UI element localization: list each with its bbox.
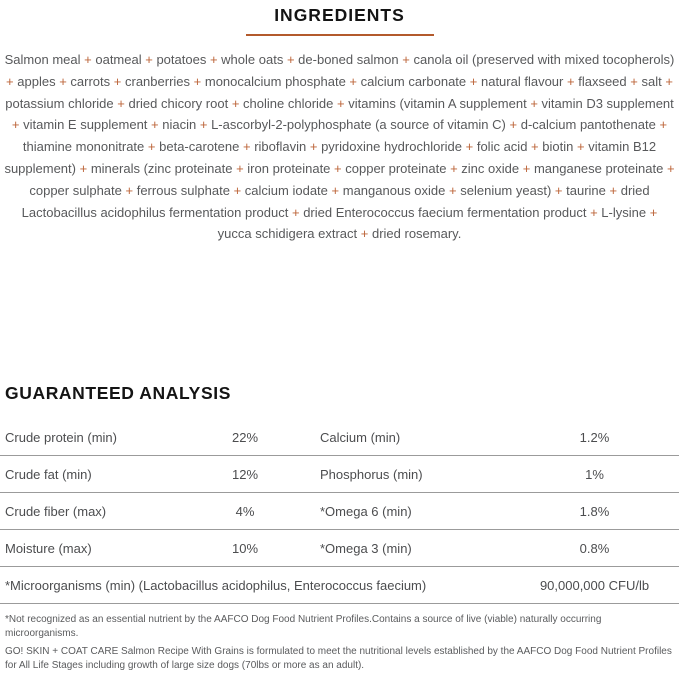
analysis-value: 10%	[231, 540, 259, 556]
guaranteed-analysis-table	[0, 419, 679, 604]
plus-separator: +	[659, 117, 668, 133]
plus-separator: +	[113, 73, 122, 89]
plus-separator: +	[331, 182, 340, 198]
plus-separator: +	[469, 73, 478, 89]
analysis-value: 22%	[231, 429, 259, 445]
plus-separator: +	[449, 182, 457, 198]
plus-separator: +	[509, 117, 518, 133]
plus-separator: +	[531, 139, 539, 155]
analysis-table-row	[0, 419, 679, 456]
ingredients-title: INGREDIENTS	[274, 5, 405, 25]
footnote-aafco-nutrient: *Not recognized as an essential nutrient by the AAFCO Dog Food Nutrient Profiles.Contains a source of live (viable) naturally occurring microorganisms.	[5, 614, 602, 639]
analysis-value: 4%	[235, 503, 255, 519]
analysis-label: *Omega 3 (min)	[320, 540, 412, 556]
analysis-value: 1.8%	[579, 503, 610, 519]
analysis-table-row	[0, 456, 679, 493]
plus-separator: +	[402, 52, 410, 67]
plus-separator: +	[117, 95, 125, 111]
analysis-label: Crude fiber (max)	[5, 503, 107, 519]
analysis-label: Phosphorus (min)	[320, 466, 423, 482]
plus-separator: +	[242, 139, 251, 155]
plus-separator: +	[79, 160, 88, 176]
plus-separator: +	[151, 117, 159, 133]
analysis-label: Crude protein (min)	[5, 429, 117, 445]
analysis-value: 90,000,000 CFU/lb	[539, 577, 650, 593]
plus-separator: +	[6, 73, 14, 89]
plus-separator: +	[84, 52, 92, 67]
ingredients-list: Salmon meal + oatmeal + potatoes + whole oats + de-boned salmon + canola oil (preserved with mixed tocopherols) + apples + carrots + cranberries + monocalcium phosphate + calcium carbonate + natural flavour + flaxseed + salt + potassium chloride + dried chicory root + choline chloride + vitamins (vitamin A supplement + vitamin D3 supplement + vitamin E supplement + niacin + L-ascorbyl-2-polyphosphate (a source of vitamin C) + d-calcium pantothenate + thiamine mononitrate + beta-carotene + riboflavin + pyridoxine hydrochloride + folic acid + biotin + vitamin B12 supplement) + minerals (zinc proteinate + iron proteinate + copper proteinate + zinc oxide + manganese proteinate + copper sulphate + ferrous sulphate + calcium iodate + manganous oxide + selenium yeast) + taurine + dried Lactobacillus acidophilus fermentation product + dried Enterococcus faecium fermentation product + L-lysine + yucca schidigera extract + dried rosemary.	[4, 52, 675, 242]
plus-separator: +	[209, 52, 218, 67]
analysis-value: 1.2%	[579, 429, 610, 445]
analysis-label: *Microorganisms (min) (Lactobacillus acidophilus, Enterococcus faecium)	[5, 577, 427, 593]
plus-separator: +	[360, 226, 369, 242]
analysis-table-row-microorganisms	[0, 567, 679, 604]
analysis-label: Calcium (min)	[320, 429, 401, 445]
plus-separator: +	[147, 139, 156, 155]
analysis-value: 1%	[585, 466, 604, 482]
plus-separator: +	[465, 139, 474, 155]
footnote-formulation: GO! SKIN + COAT CARE Salmon Recipe With Grains is formulated to meet the nutritional levels established by the AAFCO Dog Food Nutrient Profiles for All Life Stages including growth of large size dogs (70lbs or more as an adult).	[5, 646, 672, 671]
plus-separator: +	[334, 160, 342, 176]
plus-separator: +	[11, 117, 20, 133]
plus-separator: +	[576, 139, 585, 155]
plus-separator: +	[590, 204, 598, 220]
analysis-value: 0.8%	[579, 540, 610, 556]
analysis-label: *Omega 6 (min)	[320, 503, 412, 519]
analysis-table-row	[0, 493, 679, 530]
plus-separator: +	[630, 73, 638, 89]
plus-separator: +	[233, 182, 242, 198]
plus-separator: +	[609, 182, 618, 198]
analysis-label: Moisture (max)	[5, 540, 92, 556]
plus-separator: +	[59, 73, 67, 89]
plus-separator: +	[567, 73, 575, 89]
plus-separator: +	[309, 139, 318, 155]
plus-separator: +	[236, 160, 244, 176]
plus-separator: +	[349, 73, 358, 89]
plus-separator: +	[666, 160, 675, 176]
plus-separator: +	[649, 204, 658, 220]
plus-separator: +	[337, 95, 345, 111]
analysis-value: 12%	[231, 466, 259, 482]
plus-separator: +	[450, 160, 458, 176]
guaranteed-analysis-title: GUARANTEED ANALYSIS	[5, 383, 231, 403]
plus-separator: +	[199, 117, 208, 133]
plus-separator: +	[193, 73, 202, 89]
plus-separator: +	[231, 95, 240, 111]
analysis-label: Crude fat (min)	[5, 466, 92, 482]
plus-separator: +	[554, 182, 563, 198]
plus-separator: +	[665, 73, 673, 89]
title-divider	[246, 34, 434, 36]
plus-separator: +	[145, 52, 153, 67]
plus-separator: +	[522, 160, 531, 176]
analysis-table-row	[0, 530, 679, 567]
plus-separator: +	[125, 182, 134, 198]
plus-separator: +	[530, 95, 538, 111]
plus-separator: +	[291, 204, 300, 220]
plus-separator: +	[286, 52, 295, 67]
